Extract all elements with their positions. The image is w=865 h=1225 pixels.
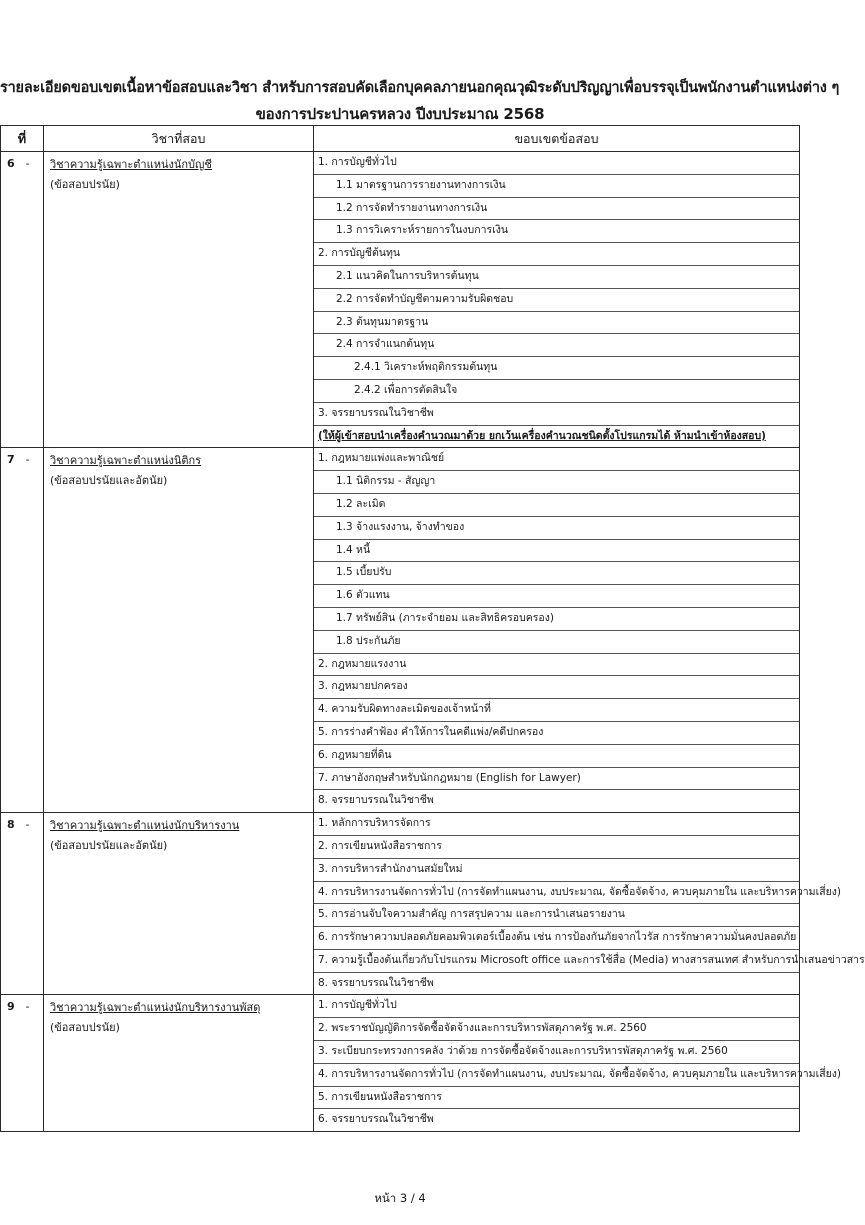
- document-title: รายละเอียดขอบเขตเนื้อหาข้อสอบและวิชา สำหรับการสอบคัดเลือกบุคคลภายนอกคุณวุฒิระดับปริญญาเพื่อบรรจุเป็นพนักงานตำแหน่งต่าง ๆ: [0, 80, 840, 96]
- scope-cell: [314, 995, 841, 1132]
- scope-item: [314, 836, 799, 859]
- scope-item: [314, 631, 799, 654]
- scope-item: [314, 152, 799, 175]
- scope-item: [314, 289, 799, 312]
- subject-name: วิชาความรู้เฉพาะตำแหน่งนักบัญชี: [50, 158, 212, 171]
- scope-item-text: 3. ระเบียบกระทรวงการคลัง ว่าด้วย การจัดซื้อจัดจ้างและการบริหารพัสดุภาครัฐ พ.ศ. 2560: [318, 1045, 728, 1058]
- scope-item: [314, 357, 799, 380]
- subject-name: วิชาความรู้เฉพาะตำแหน่งนิติกร: [50, 454, 202, 468]
- row-number: 6: [1, 152, 26, 448]
- scope-item: [314, 380, 799, 403]
- scope-item: [314, 448, 799, 471]
- scope-item: [314, 266, 799, 289]
- scope-item: [314, 813, 799, 836]
- scope-item-text: 3. การบริหารสำนักงานสมัยใหม่: [318, 862, 463, 875]
- scope-item: [314, 859, 799, 882]
- scope-item-text: 1.7 ทรัพย์สิน (ภาระจำยอม และสิทธิครอบครอง): [336, 611, 554, 624]
- column-header-subject: วิชาที่สอบ: [44, 126, 314, 152]
- column-header-no: ที่: [1, 126, 44, 152]
- scope-item-text: 2. การบัญชีต้นทุน: [318, 247, 401, 260]
- scope-item-text: 1.5 เบี้ยปรับ: [336, 566, 392, 579]
- scope-item-text: 3. กฎหมายปกครอง: [318, 680, 408, 693]
- scope-item-text: 2.4.1 วิเคราะห์พฤติกรรมต้นทุน: [354, 361, 498, 374]
- scope-item-text: 4. การบริหารงานจัดการทั่วไป (การจัดทำแผนงาน, งบประมาณ, จัดซื้อจัดจ้าง, ควบคุมภายใน และบริหารความเสี่ยง): [318, 885, 841, 898]
- scope-item-text: 1.3 จ้างแรงงาน, จ้างทำของ: [336, 520, 465, 533]
- subject-cell: [44, 152, 314, 448]
- subject-name: วิชาความรู้เฉพาะตำแหน่งนักบริหารงานพัสดุ: [50, 1001, 261, 1015]
- scope-item-text: 5. การเขียนหนังสือราชการ: [318, 1090, 442, 1103]
- scope-note: [314, 426, 799, 448]
- scope-item: [314, 768, 799, 791]
- scope-item-text: 1. การบัญชีทั่วไป: [318, 156, 397, 168]
- scope-item-text: 2.2 การจัดทำบัญชีตามความรับผิดชอบ: [336, 292, 514, 305]
- scope-item: [314, 654, 799, 677]
- scope-item-text: 5. การร่างคำฟ้อง คำให้การในคดีแพ่ง/คดีปกครอง: [318, 725, 544, 738]
- scope-item: [314, 494, 799, 517]
- scope-item: [314, 334, 799, 357]
- row-dash: -: [26, 152, 44, 448]
- scope-item: [314, 950, 865, 973]
- column-header-scope: ขอบเขตข้อสอบ: [314, 126, 800, 152]
- scope-cell: [314, 813, 865, 995]
- scope-item: [314, 540, 799, 563]
- subject-cell: [44, 813, 314, 995]
- row-number: 9: [1, 995, 26, 1132]
- subject-cell: [44, 995, 314, 1132]
- table-row: [1, 152, 800, 448]
- scope-item: [314, 790, 799, 812]
- scope-item-text: 5. การอ่านจับใจความสำคัญ การสรุปความ และการนำเสนอรายงาน: [318, 908, 625, 921]
- page-number: หน้า 3 / 4: [374, 1191, 426, 1205]
- scope-item-text: 2.4 การจำแนกต้นทุน: [336, 338, 435, 351]
- scope-item: [314, 722, 799, 745]
- scope-item-text: 8. จรรยาบรรณในวิชาชีพ: [318, 976, 434, 989]
- scope-item-text: 1. หลักการบริหารจัดการ: [318, 817, 431, 830]
- exam-type: (ข้อสอบปรนัย): [50, 178, 120, 191]
- scope-item-text: 6. จรรยาบรรณในวิชาชีพ: [318, 1113, 434, 1126]
- exam-type: (ข้อสอบปรนัยและอัตนัย): [50, 474, 168, 488]
- exam-type: (ข้อสอบปรนัยและอัตนัย): [50, 839, 168, 853]
- scope-item: [314, 745, 799, 768]
- table-row: [1, 448, 800, 813]
- scope-item-text: 2. พระราชบัญญัติการจัดซื้อจัดจ้างและการบริหารพัสดุภาครัฐ พ.ศ. 2560: [318, 1022, 647, 1035]
- scope-item: [314, 608, 799, 631]
- scope-item: [314, 312, 799, 335]
- scope-item-text: 1.2 การจัดทำรายงานทางการเงิน: [336, 201, 488, 214]
- scope-item-text: 2.3 ต้นทุนมาตรฐาน: [336, 315, 429, 328]
- scope-item-text: 1.8 ประกันภัย: [336, 634, 401, 647]
- scope-item: [314, 699, 799, 722]
- row-dash: -: [26, 813, 44, 995]
- row-number: 8: [1, 813, 26, 995]
- scope-item: [314, 243, 799, 266]
- scope-item: [314, 995, 799, 1018]
- scope-item-text: 1.6 ตัวแทน: [336, 589, 390, 602]
- scope-item-text: 1.1 นิติกรรม - สัญญา: [336, 475, 436, 488]
- table-header-row: [1, 126, 800, 152]
- scope-item-text: 2. กฎหมายแรงงาน: [318, 657, 407, 670]
- scope-item: [314, 1087, 799, 1110]
- scope-item: [314, 471, 799, 494]
- scope-item: [314, 927, 799, 950]
- scope-item: [314, 198, 799, 221]
- scope-item-text: 1.3 การวิเคราะห์รายการในงบการเงิน: [336, 224, 508, 237]
- scope-item: [314, 973, 799, 995]
- scope-item: [314, 517, 799, 540]
- scope-item: [314, 904, 799, 927]
- scope-cell: [314, 448, 800, 813]
- scope-item: [314, 585, 799, 608]
- exam-scope-table: [0, 125, 865, 1132]
- scope-item: [314, 1064, 841, 1087]
- scope-item-text: 1.2 ละเมิด: [336, 497, 386, 510]
- scope-item: [314, 175, 799, 198]
- row-number: 7: [1, 448, 26, 813]
- table-row: [1, 995, 800, 1132]
- subject-name: วิชาความรู้เฉพาะตำแหน่งนักบริหารงาน: [50, 819, 240, 833]
- document-subtitle: ของการประปานครหลวง ปีงบประมาณ 2568: [255, 105, 545, 123]
- scope-item-text: 1.4 หนี้: [336, 543, 371, 556]
- scope-item-text: 6. กฎหมายที่ดิน: [318, 748, 392, 761]
- scope-item-text: 6. การรักษาความปลอดภัยคอมพิวเตอร์เบื้องต้น เช่น การป้องกันภัยจากไวรัส การรักษาความมั่นคงปลอดภัย: [318, 931, 797, 944]
- scope-item: [314, 220, 799, 243]
- row-dash: -: [26, 995, 44, 1132]
- scope-item-text: 2.4.2 เพื่อการตัดสินใจ: [354, 383, 458, 396]
- table-row: [1, 813, 800, 995]
- scope-item-text: 7. ภาษาอังกฤษสำหรับนักกฎหมาย (English for Lawyer): [318, 771, 581, 784]
- scope-item: [314, 882, 841, 905]
- scope-item-text: 4. การบริหารงานจัดการทั่วไป (การจัดทำแผนงาน, งบประมาณ, จัดซื้อจัดจ้าง, ควบคุมภายใน และบริหารความเสี่ยง): [318, 1067, 841, 1080]
- scope-item-text: 7. ความรู้เบื้องต้นเกี่ยวกับโปรแกรม Microsoft office และการใช้สื่อ (Media) ทางสารสนเทศ สำหรับการนำเสนอข่าวสาร: [318, 953, 865, 966]
- scope-item: [314, 1109, 799, 1131]
- scope-item-text: 1. กฎหมายแพ่งและพาณิชย์: [318, 452, 445, 465]
- scope-item-text: 2.1 แนวคิดในการบริหารต้นทุน: [336, 269, 479, 282]
- scope-item: [314, 403, 799, 426]
- scope-item-text: 4. ความรับผิดทางละเมิดของเจ้าหน้าที่: [318, 703, 491, 716]
- scope-item-text: 1. การบัญชีทั่วไป: [318, 999, 397, 1012]
- subject-cell: [44, 448, 314, 813]
- scope-item-text: 8. จรรยาบรรณในวิชาชีพ: [318, 794, 434, 807]
- exam-type: (ข้อสอบปรนัย): [50, 1021, 120, 1035]
- scope-item: [314, 1041, 799, 1064]
- scope-item-text: 1.1 มาตรฐานการรายงานทางการเงิน: [336, 178, 506, 191]
- scope-note-text: (ให้ผู้เข้าสอบนำเครื่องคำนวณมาด้วย ยกเว้นเครื่องคำนวณชนิดตั้งโปรแกรมได้ ห้ามนำเข้าห้องสอบ): [318, 429, 766, 442]
- row-dash: -: [26, 448, 44, 813]
- scope-item-text: 3. จรรยาบรรณในวิชาชีพ: [318, 406, 434, 419]
- scope-item-text: 2. การเขียนหนังสือราชการ: [318, 839, 442, 852]
- scope-item: [314, 676, 799, 699]
- scope-item: [314, 562, 799, 585]
- scope-item: [314, 1018, 799, 1041]
- scope-cell: [314, 152, 800, 448]
